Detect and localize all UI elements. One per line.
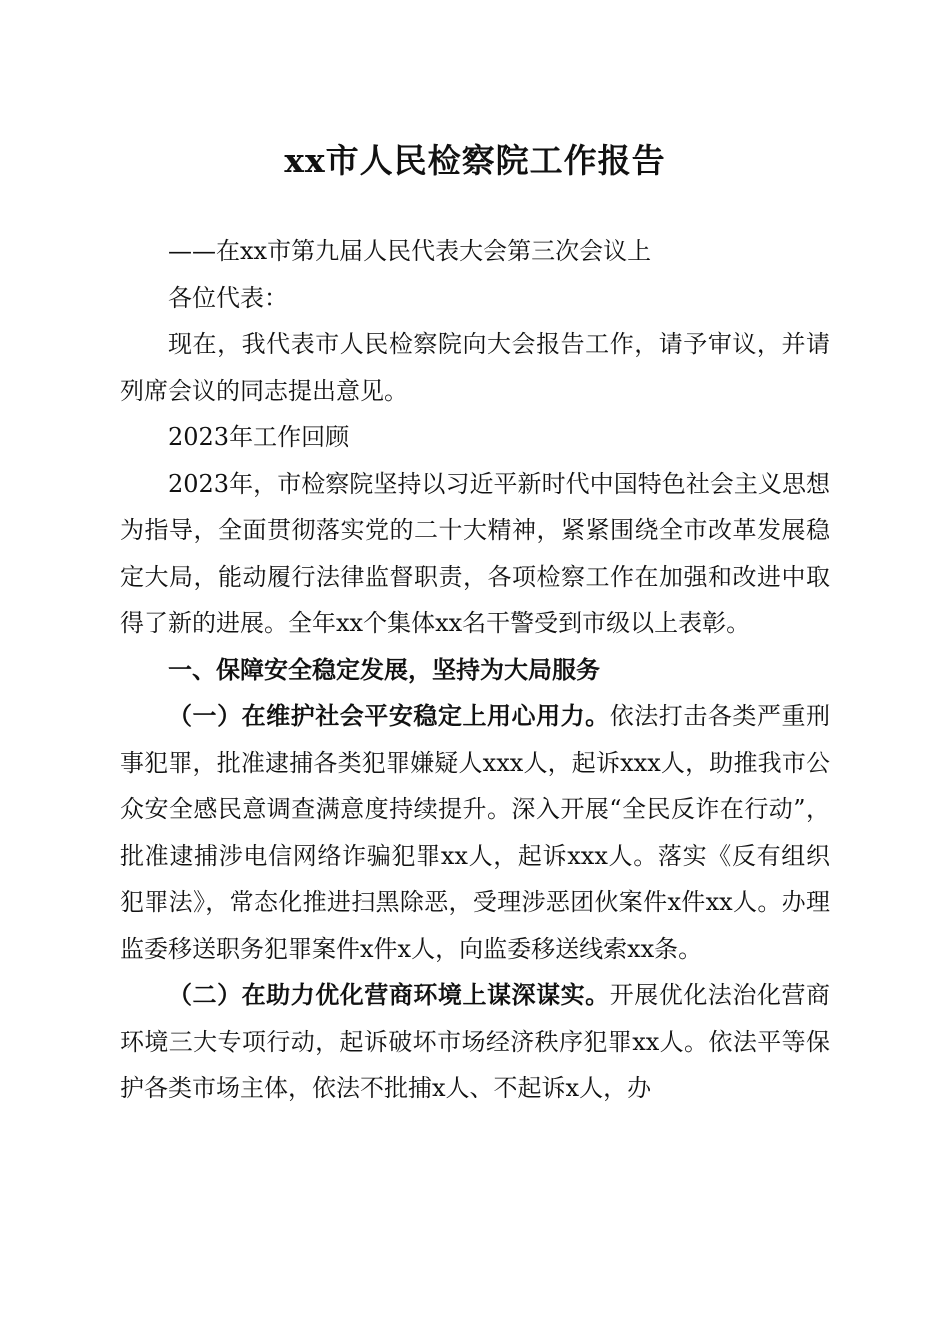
document-body: [120, 228, 830, 1112]
paragraph-1-label: （一）在维护社会平安稳定上用心用力。: [168, 701, 610, 730]
salutation: 各位代表：: [168, 283, 288, 312]
paragraph-1-body: 依法打击各类严重刑事犯罪，批准逮捕各类犯罪嫌疑人xxx人，起诉xxx人，助推我市公众安全感民意调查满意度持续提升。深入开展“全民反诈在行动”，批准逮捕涉电信网络诈骗犯罪xx人，起诉xxx人。落实《反有组织犯罪法》，常态化推进扫黑除恶，受理涉恶团伙案件x件xx人。办理监委移送职务犯罪案件x件x人，向监委移送线索xx条。: [120, 702, 831, 963]
paragraph-2-label: （二）在助力优化营商环境上谋深谋实。: [168, 980, 610, 1009]
paragraph-2-body: 开展优化法治化营商环境三大专项行动，起诉破坏市场经济秩序犯罪xx人。依法平等保护各类市场主体，依法不批捕x人、不起诉x人，办: [120, 981, 831, 1102]
section-heading-1: 一、保障安全稳定发展，坚持为大局服务: [168, 655, 600, 684]
paragraph-2: [120, 972, 830, 1112]
document-title: xx市人民检察院工作报告: [284, 141, 666, 180]
section-year-title: 2023年工作回顾: [168, 423, 350, 451]
intro-paragraph: 现在，我代表市人民检察院向大会报告工作，请予审议，并请列席会议的同志提出意见。: [120, 330, 830, 405]
paragraph-1: [120, 693, 830, 972]
summary-paragraph: 2023年，市检察院坚持以习近平新时代中国特色社会主义思想为指导，全面贯彻落实党的二十大精神，紧紧围绕全市改革发展稳定大局，能动履行法律监督职责，各项检察工作在加强和改进中取得了新的进展。全年xx个集体xx名干警受到市级以上表彰。: [120, 469, 830, 637]
document-subtitle: ——在xx市第九届人民代表大会第三次会议上: [168, 237, 652, 265]
